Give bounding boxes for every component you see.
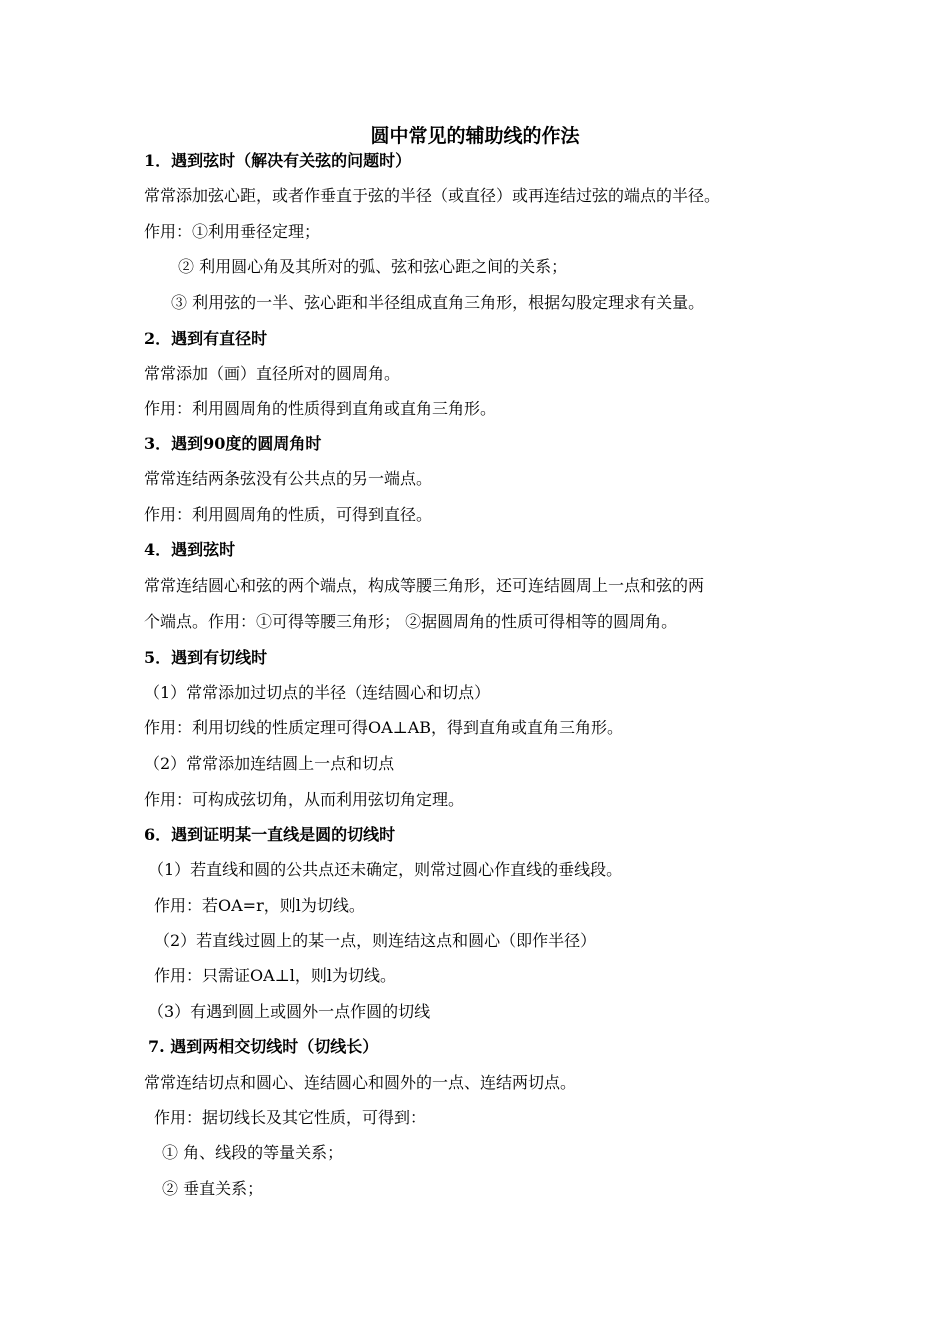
paragraph-line: 作用：利用圆周角的性质得到直角或直角三角形。 [144, 399, 497, 418]
section-2-heading: 2．遇到有直径时 [144, 329, 268, 348]
paragraph-line: 作用：可构成弦切角，从而利用弦切角定理。 [144, 790, 465, 809]
paragraph-line: 常常连结切点和圆心、连结圆心和圆外的一点、连结两切点。 [144, 1073, 577, 1092]
section-3-heading: 3．遇到90度的圆周角时 [144, 434, 322, 453]
paragraph-line: 常常连结圆心和弦的两个端点，构成等腰三角形，还可连结圆周上一点和弦的两 [144, 576, 705, 595]
paragraph-line: 个端点。作用：①可得等腰三角形； ②据圆周角的性质可得相等的圆周角。 [144, 612, 678, 631]
paragraph-line: ③ 利用弦的一半、弦心距和半径组成直角三角形，根据勾股定理求有关量。 [171, 293, 705, 312]
paragraph-line: （2）若直线过圆上的某一点，则连结这点和圆心（即作半径） [154, 931, 597, 950]
paragraph-line: 作用：利用切线的性质定理可得OA⊥AB，得到直角或直角三角形。 [144, 718, 624, 737]
section-6-heading: 6．遇到证明某一直线是圆的切线时 [144, 825, 396, 844]
paragraph-line: 作用：只需证OA⊥l，则l为切线。 [154, 966, 396, 985]
paragraph-line: 作用：利用圆周角的性质，可得到直径。 [144, 505, 433, 524]
paragraph-line: 作用：若OA=r，则l为切线。 [154, 896, 365, 915]
section-5-heading: 5．遇到有切线时 [144, 648, 268, 667]
section-7-heading: 7. 遇到两相交切线时（切线长） [148, 1037, 379, 1056]
section-4-heading: 4．遇到弦时 [144, 540, 236, 559]
paragraph-line: 常常连结两条弦没有公共点的另一端点。 [144, 469, 433, 488]
paragraph-line: ② 垂直关系； [162, 1179, 264, 1198]
paragraph-line: 作用：①利用垂径定理； [144, 222, 321, 241]
section-1-heading: 1．遇到弦时（解决有关弦的问题时） [144, 151, 412, 170]
paragraph-line: 常常添加弦心距，或者作垂直于弦的半径（或直径）或再连结过弦的端点的半径。 [144, 186, 721, 205]
paragraph-line: （2）常常添加连结圆上一点和切点 [144, 754, 395, 773]
paragraph-line: ② 利用圆心角及其所对的弧、弦和弦心距之间的关系； [178, 257, 568, 276]
paragraph-line: （1）若直线和圆的公共点还未确定，则常过圆心作直线的垂线段。 [148, 860, 623, 879]
page-title: 圆中常见的辅助线的作法 [370, 125, 580, 147]
paragraph-line: ① 角、线段的等量关系； [162, 1143, 344, 1162]
paragraph-line: 作用：据切线长及其它性质，可得到： [154, 1108, 427, 1127]
paragraph-line: （3）有遇到圆上或圆外一点作圆的切线 [148, 1002, 431, 1021]
paragraph-line: （1）常常添加过切点的半径（连结圆心和切点） [144, 683, 491, 702]
paragraph-line: 常常添加（画）直径所对的圆周角。 [144, 364, 401, 383]
